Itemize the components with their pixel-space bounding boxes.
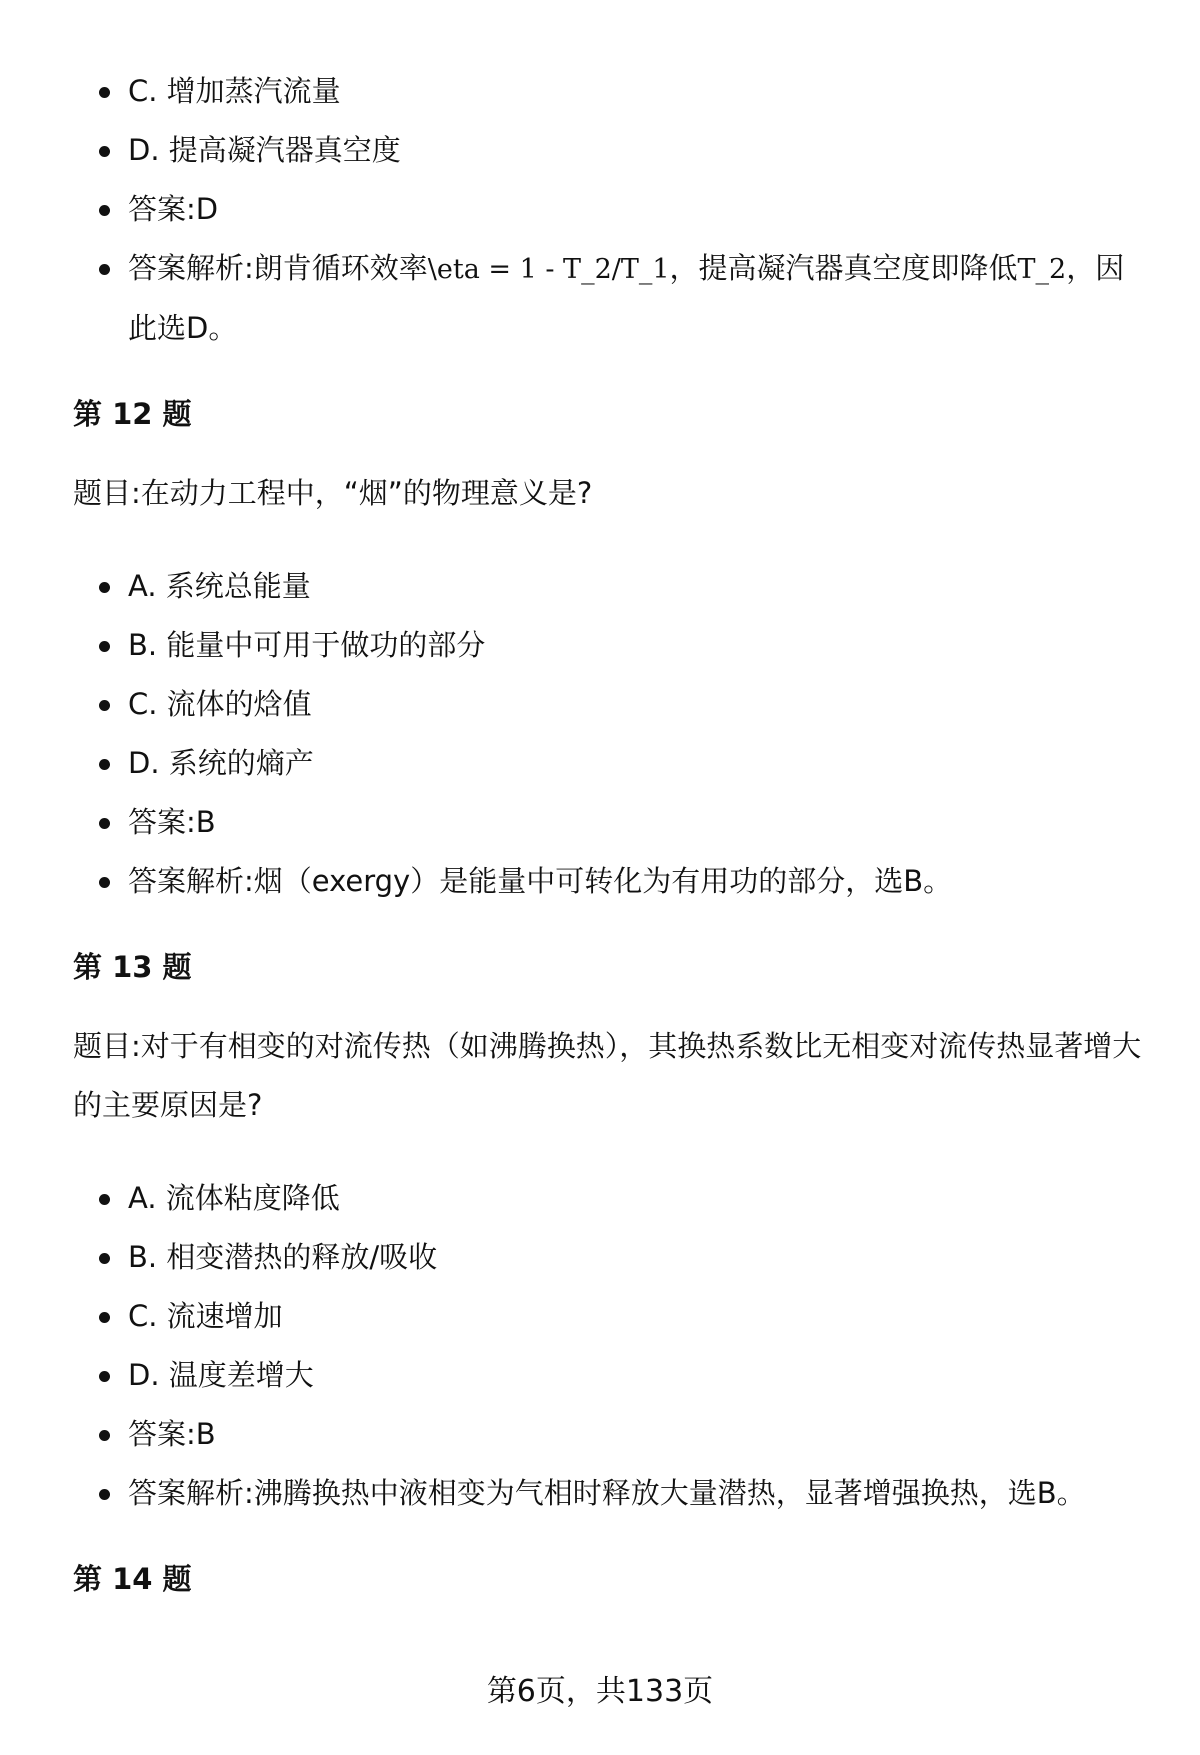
page-content: [73, 62, 1153, 1599]
q13-option-d: D. 温度差增大: [73, 1346, 1153, 1405]
q13-option-c: C. 流速增加: [73, 1287, 1153, 1346]
bullet-icon: [99, 759, 110, 770]
q11-option-c: C. 增加蒸汽流量: [73, 62, 1153, 121]
q12-option-b: B. 能量中可用于做功的部分: [73, 616, 1153, 675]
q11-formula-efficiency: \eta = 1 - T_2/T_1: [427, 254, 670, 285]
bullet-icon: [99, 1489, 110, 1500]
q12-question: 题目:在动力工程中，“烟”的物理意义是?: [73, 476, 593, 510]
q11-explanation-middle: ，提高凝汽器真空度即降低: [669, 251, 1018, 285]
q11-answer: 答案:D: [73, 180, 1153, 239]
q12-explanation: 答案解析:烟（exergy）是能量中可转化为有用功的部分，选B。: [73, 852, 1153, 911]
bullet-icon: [99, 1430, 110, 1441]
q12-answer: 答案:B: [73, 793, 1153, 852]
q14-title: 第 14 题: [73, 1562, 192, 1596]
page-footer: 第6页，共133页: [486, 1674, 714, 1709]
q12-option-c: C. 流体的焓值: [73, 675, 1153, 734]
q12-option-a: A. 系统总能量: [73, 557, 1153, 616]
q11-option-list: [73, 62, 1153, 358]
bullet-icon: [99, 264, 110, 275]
bullet-icon: [99, 641, 110, 652]
bullet-icon: [99, 87, 110, 98]
q11-option-d: D. 提高凝汽器真空度: [73, 121, 1153, 180]
bullet-icon: [99, 1371, 110, 1382]
q12-title: 第 12 题: [73, 397, 192, 431]
bullet-icon: [99, 582, 110, 593]
bullet-icon: [99, 877, 110, 888]
q13-title: 第 13 题: [73, 950, 192, 984]
q11-explanation-prefix: 答案解析:朗肯循环效率: [128, 251, 428, 285]
q12-option-d: D. 系统的熵产: [73, 734, 1153, 793]
q12-option-list: [73, 557, 1153, 911]
bullet-icon: [99, 1253, 110, 1264]
q13-option-list: [73, 1169, 1153, 1523]
q13-explanation: 答案解析:沸腾换热中液相变为气相时释放大量潜热，显著增强换热，选B。: [73, 1464, 1153, 1523]
q13-option-a: A. 流体粘度降低: [73, 1169, 1153, 1228]
q11-explanation-suffix: ，因此选D。: [128, 251, 1125, 345]
bullet-icon: [99, 1312, 110, 1323]
q11-formula-t2: T_2: [1017, 254, 1067, 285]
bullet-icon: [99, 700, 110, 711]
bullet-icon: [99, 1194, 110, 1205]
q13-question: 题目:对于有相变的对流传热（如沸腾换热），其换热系数比无相变对流传热显著增大的主要原因是?: [73, 1029, 1142, 1122]
bullet-icon: [99, 818, 110, 829]
bullet-icon: [99, 146, 110, 157]
q13-answer: 答案:B: [73, 1405, 1153, 1464]
q11-explanation: [73, 239, 1153, 358]
bullet-icon: [99, 205, 110, 216]
q13-option-b: B. 相变潜热的释放/吸收: [73, 1228, 1153, 1287]
